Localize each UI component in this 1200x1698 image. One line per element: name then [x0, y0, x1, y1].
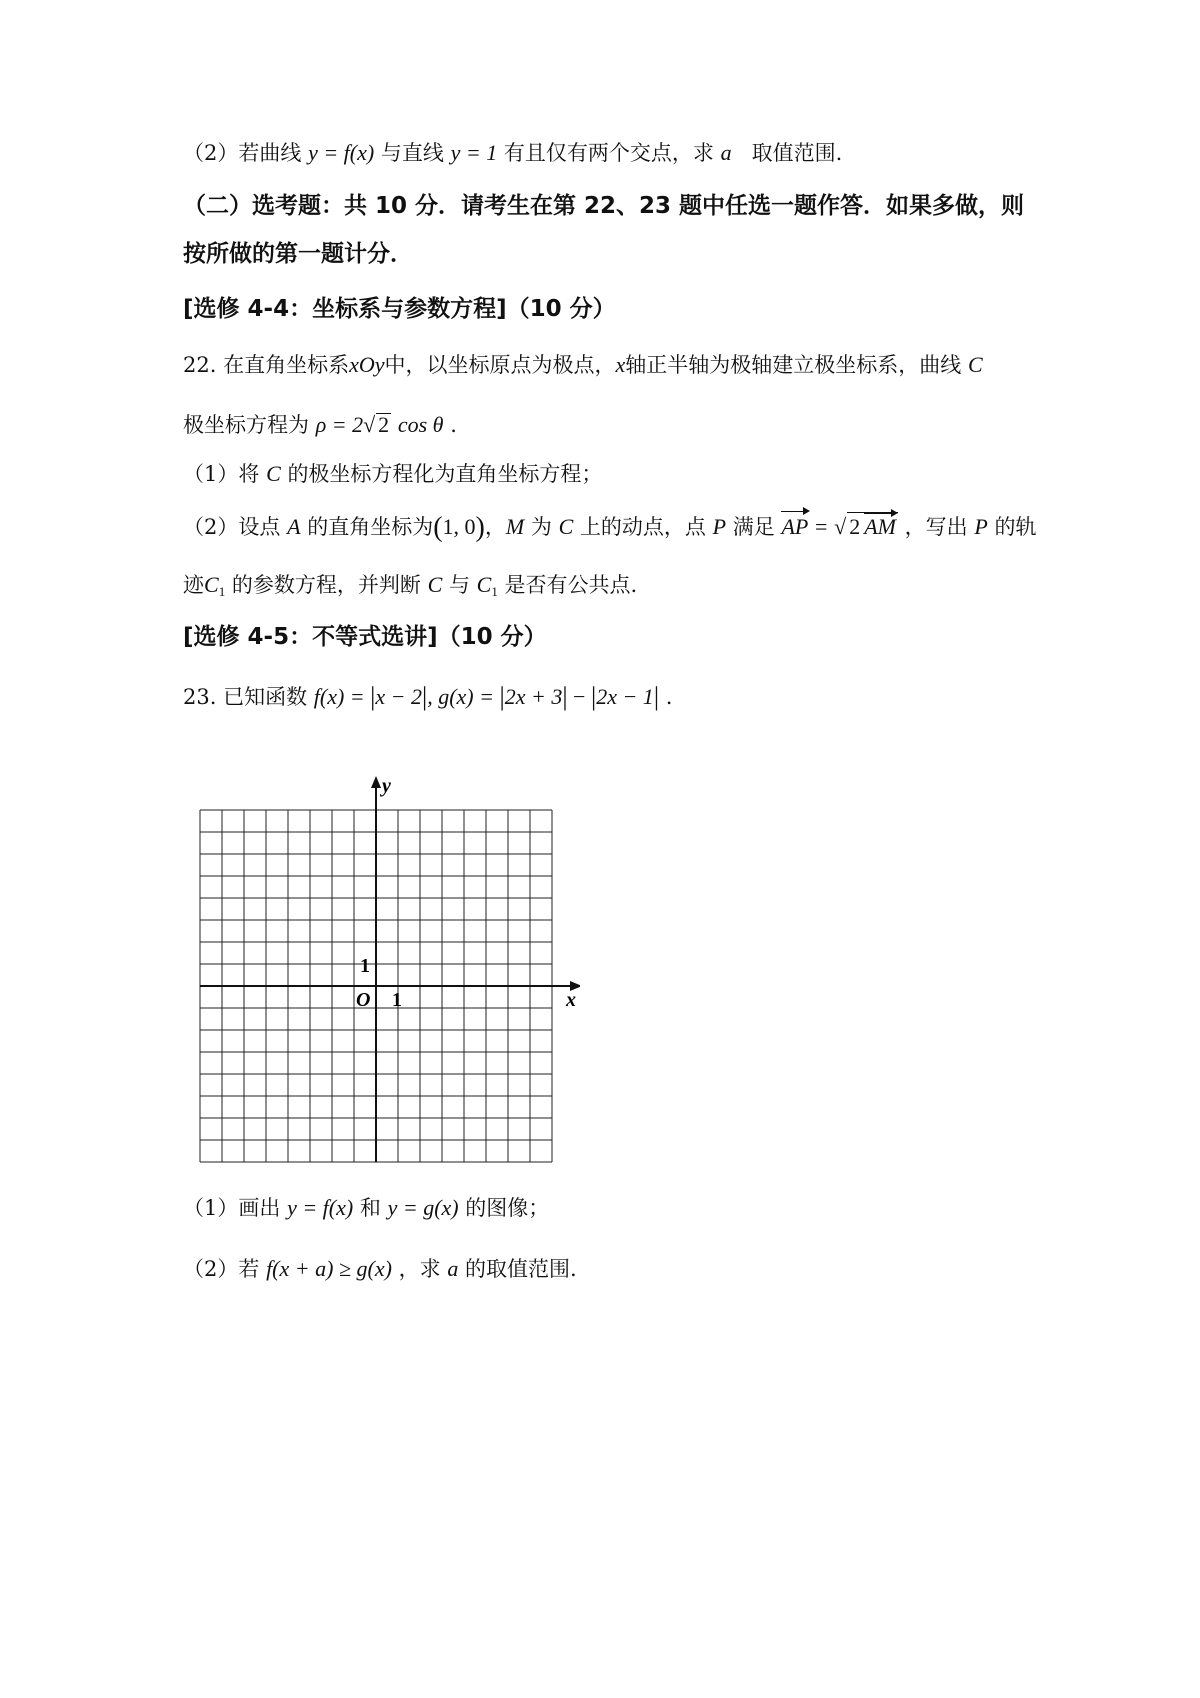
q22-part2-line2: 迹$C_1$ 的参数方程，并判断 C 与 $C_1$ 是否有公共点.	[183, 572, 638, 599]
q22-line1: 22. 在直角坐标系xOy中，以坐标原点为极点，x轴正半轴为极轴建立极坐标系，曲线 C	[183, 352, 983, 377]
x-tick-label: 1	[392, 989, 402, 1011]
y-tick-label: 1	[360, 955, 370, 977]
section2-line1: （二）选考题：共 10 分．请考生在第 22、23 题中任选一题作答．如果多做，则	[183, 193, 1025, 219]
section2-line2: 按所做的第一题计分．	[183, 241, 413, 267]
q23-line1: 23. 已知函数 f(x) = |x − 2|, g(x) = |2x + 3| − |2x − 1| .	[183, 682, 673, 711]
y-axis-label: y	[382, 775, 391, 797]
q22-part2-line1: （2）设点 A 的直角坐标为(1, 0)，M 为 C 上的动点，点 P 满足 AP = √ 2 AM ，写出 P 的轨	[183, 512, 1037, 543]
coordinate-grid	[180, 770, 580, 1170]
y-axis-arrow	[371, 776, 381, 788]
elective44-title: [选修 4-4：坐标系与参数方程]（10 分）	[183, 296, 616, 322]
vector-am: AM	[864, 514, 896, 539]
origin-label: O	[356, 989, 371, 1011]
q23-part1: （1）画出 y = f(x) 和 y = g(x) 的图像；	[183, 1195, 550, 1220]
q22-part1: （1）将 C 的极坐标方程化为直角坐标方程；	[183, 461, 603, 486]
q23-part2: （2）若 f(x + a) ≥ g(x) ，求 a 的取值范围.	[183, 1256, 577, 1281]
elective45-title: [选修 4-5：不等式选讲]（10 分）	[183, 624, 547, 650]
x-axis-label: x	[566, 989, 576, 1011]
q22-line2: 极坐标方程为 ρ = 2√ 2 cos θ .	[183, 412, 457, 437]
vector-ap: AP	[781, 511, 808, 540]
q21-part2-line: （2）若曲线 y = f(x) 与直线 y = 1 有且仅有两个交点，求 a 取值范围.	[183, 140, 843, 165]
